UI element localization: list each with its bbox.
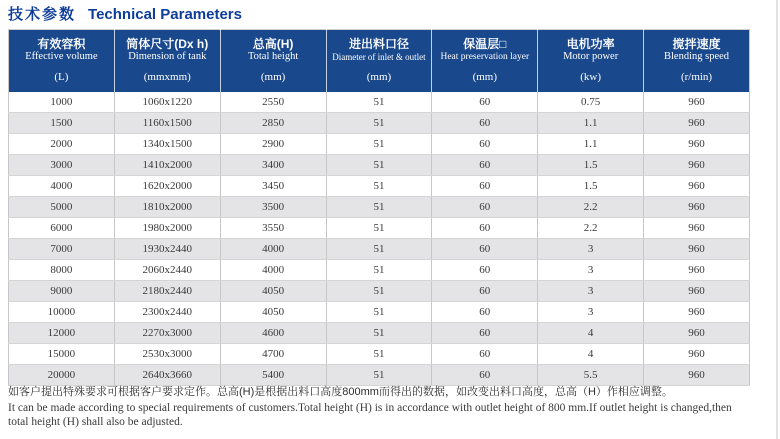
table-cell: 1930x2440 [114,239,220,260]
table-cell: 51 [326,197,432,218]
table-cell: 960 [644,302,750,323]
footnote-en-line2: total height (H) shall also be adjusted. [8,416,183,428]
table-cell: 1160x1500 [114,113,220,134]
page-title-en: Technical Parameters [88,6,242,23]
column-header-zh: 筒体尺寸(Dx h) [126,36,209,51]
column-header-4 [432,30,538,93]
column-header-0 [9,30,115,93]
table-cell: 4700 [220,344,326,365]
table-cell: 3 [538,302,644,323]
column-header-unit: (kw) [580,70,602,83]
table-cell: 51 [326,302,432,323]
column-header-en: Heat preservation layer [440,51,530,62]
footnote-en-line1: It can be made according to special requirements of customers.Total height (H) is in accordance with outlet height of 800 mm.If outlet height is changed,then [8,402,732,414]
table-cell: 20000 [9,365,115,386]
table-cell: 1980x2000 [114,218,220,239]
page-title-zh: 技术参数 [8,6,77,23]
table-cell: 60 [432,113,538,134]
table-cell: 60 [432,281,538,302]
column-header-5 [538,30,644,93]
table-cell: 60 [432,197,538,218]
table-cell: 60 [432,92,538,113]
table-cell: 60 [432,365,538,386]
table-cell: 960 [644,260,750,281]
table-cell: 12000 [9,323,115,344]
table-cell: 15000 [9,344,115,365]
table-cell: 51 [326,92,432,113]
column-header-unit: (mm) [472,70,498,83]
table-cell: 960 [644,134,750,155]
table-cell: 10000 [9,302,115,323]
table-cell: 60 [432,176,538,197]
table-cell: 3 [538,260,644,281]
column-header-6 [644,30,750,93]
table-cell: 4000 [220,239,326,260]
table-row [9,92,750,113]
table-row [9,239,750,260]
table-cell: 960 [644,344,750,365]
table-cell: 60 [432,260,538,281]
table-cell: 3550 [220,218,326,239]
table-cell: 9000 [9,281,115,302]
column-header-zh: 有效容积 [37,36,86,51]
table-cell: 2640x3660 [114,365,220,386]
table-cell: 2550 [220,92,326,113]
column-header-en: Total height [247,50,299,62]
table-cell: 51 [326,323,432,344]
column-header-3 [326,30,432,93]
column-header-zh: 保温层□ [463,36,507,51]
table-cell: 1.1 [538,113,644,134]
table-cell: 0.75 [538,92,644,113]
table-body [9,92,750,386]
table-cell: 3500 [220,197,326,218]
table-row [9,281,750,302]
table-cell: 51 [326,281,432,302]
table-cell: 960 [644,176,750,197]
table-cell: 960 [644,239,750,260]
table-row [9,155,750,176]
table-cell: 2000 [9,134,115,155]
column-header-en: Effective volume [25,50,98,62]
footnote-zh: 如客户提出特殊要求可根据客户要求定作。总高(H)是根据出料口高度800mm而得出的数据，如改变出料口高度，总高（H）作相应调整。 [8,386,673,398]
table-cell: 60 [432,239,538,260]
table-cell: 8000 [9,260,115,281]
table-cell: 4000 [220,260,326,281]
column-header-unit: (r/min) [680,70,713,83]
table-cell: 3000 [9,155,115,176]
table-cell: 51 [326,260,432,281]
table-cell: 60 [432,155,538,176]
table-cell: 5.5 [538,365,644,386]
table-cell: 2.2 [538,197,644,218]
table-header-row [9,30,750,93]
table-cell: 2060x2440 [114,260,220,281]
table-cell: 1620x2000 [114,176,220,197]
table-row [9,218,750,239]
table-cell: 51 [326,176,432,197]
column-header-en: Dimension of tank [128,50,207,62]
table-row [9,113,750,134]
footnotes [8,385,768,429]
table-cell: 1000 [9,92,115,113]
column-header-unit: (mmxmm) [143,70,191,83]
table-cell: 51 [326,113,432,134]
table-cell: 4050 [220,281,326,302]
table-cell: 2900 [220,134,326,155]
column-header-zh: 电机功率 [566,36,615,51]
table-row [9,197,750,218]
table-header [9,30,750,93]
table-cell: 4 [538,323,644,344]
column-header-en: Blending speed [664,50,730,62]
technical-parameters-table [8,29,750,386]
table-cell: 960 [644,155,750,176]
table-cell: 960 [644,197,750,218]
column-header-2 [220,30,326,93]
table-cell: 1060x1220 [114,92,220,113]
table-cell: 2180x2440 [114,281,220,302]
table-cell: 960 [644,365,750,386]
table-cell: 960 [644,218,750,239]
table-row [9,365,750,386]
table-row [9,344,750,365]
table-cell: 2270x3000 [114,323,220,344]
table-cell: 5000 [9,197,115,218]
column-header-unit: (L) [54,70,69,83]
table-cell: 1410x2000 [114,155,220,176]
table-cell: 1500 [9,113,115,134]
table-cell: 51 [326,218,432,239]
column-header-1 [114,30,220,93]
table-cell: 1810x2000 [114,197,220,218]
column-header-en: Diameter of inlet & outlet [332,51,426,62]
table-cell: 1.1 [538,134,644,155]
table-row [9,302,750,323]
table-cell: 60 [432,323,538,344]
table-cell: 1.5 [538,155,644,176]
table-cell: 4 [538,344,644,365]
table-cell: 3450 [220,176,326,197]
table-row [9,134,750,155]
table-cell: 3400 [220,155,326,176]
table-row [9,176,750,197]
column-header-en: Motor power [563,50,619,62]
table-cell: 960 [644,281,750,302]
table-row [9,323,750,344]
table-cell: 4050 [220,302,326,323]
column-header-zh: 进出料口径 [348,36,409,51]
table-cell: 6000 [9,218,115,239]
table-cell: 51 [326,134,432,155]
table-cell: 51 [326,365,432,386]
table-cell: 1340x1500 [114,134,220,155]
table-cell: 2530x3000 [114,344,220,365]
table-cell: 2850 [220,113,326,134]
table-cell: 60 [432,134,538,155]
table-cell: 3 [538,239,644,260]
page-edge-divider [776,0,778,439]
table-cell: 51 [326,344,432,365]
column-header-zh: 搅拌速度 [672,36,721,51]
table-cell: 1.5 [538,176,644,197]
table-cell: 960 [644,323,750,344]
table-cell: 2.2 [538,218,644,239]
column-header-unit: (mm) [260,70,286,83]
column-header-unit: (mm) [366,70,392,83]
table-cell: 51 [326,239,432,260]
table-cell: 60 [432,218,538,239]
table-cell: 960 [644,92,750,113]
column-header-zh: 总高(H) [252,36,294,51]
table-cell: 4600 [220,323,326,344]
table-cell: 60 [432,302,538,323]
table-cell: 4000 [9,176,115,197]
table-cell: 5400 [220,365,326,386]
table-row [9,260,750,281]
table-cell: 2300x2440 [114,302,220,323]
page-title [8,3,242,24]
table-cell: 51 [326,155,432,176]
table-cell: 960 [644,113,750,134]
table-cell: 7000 [9,239,115,260]
table-cell: 60 [432,344,538,365]
table-cell: 3 [538,281,644,302]
